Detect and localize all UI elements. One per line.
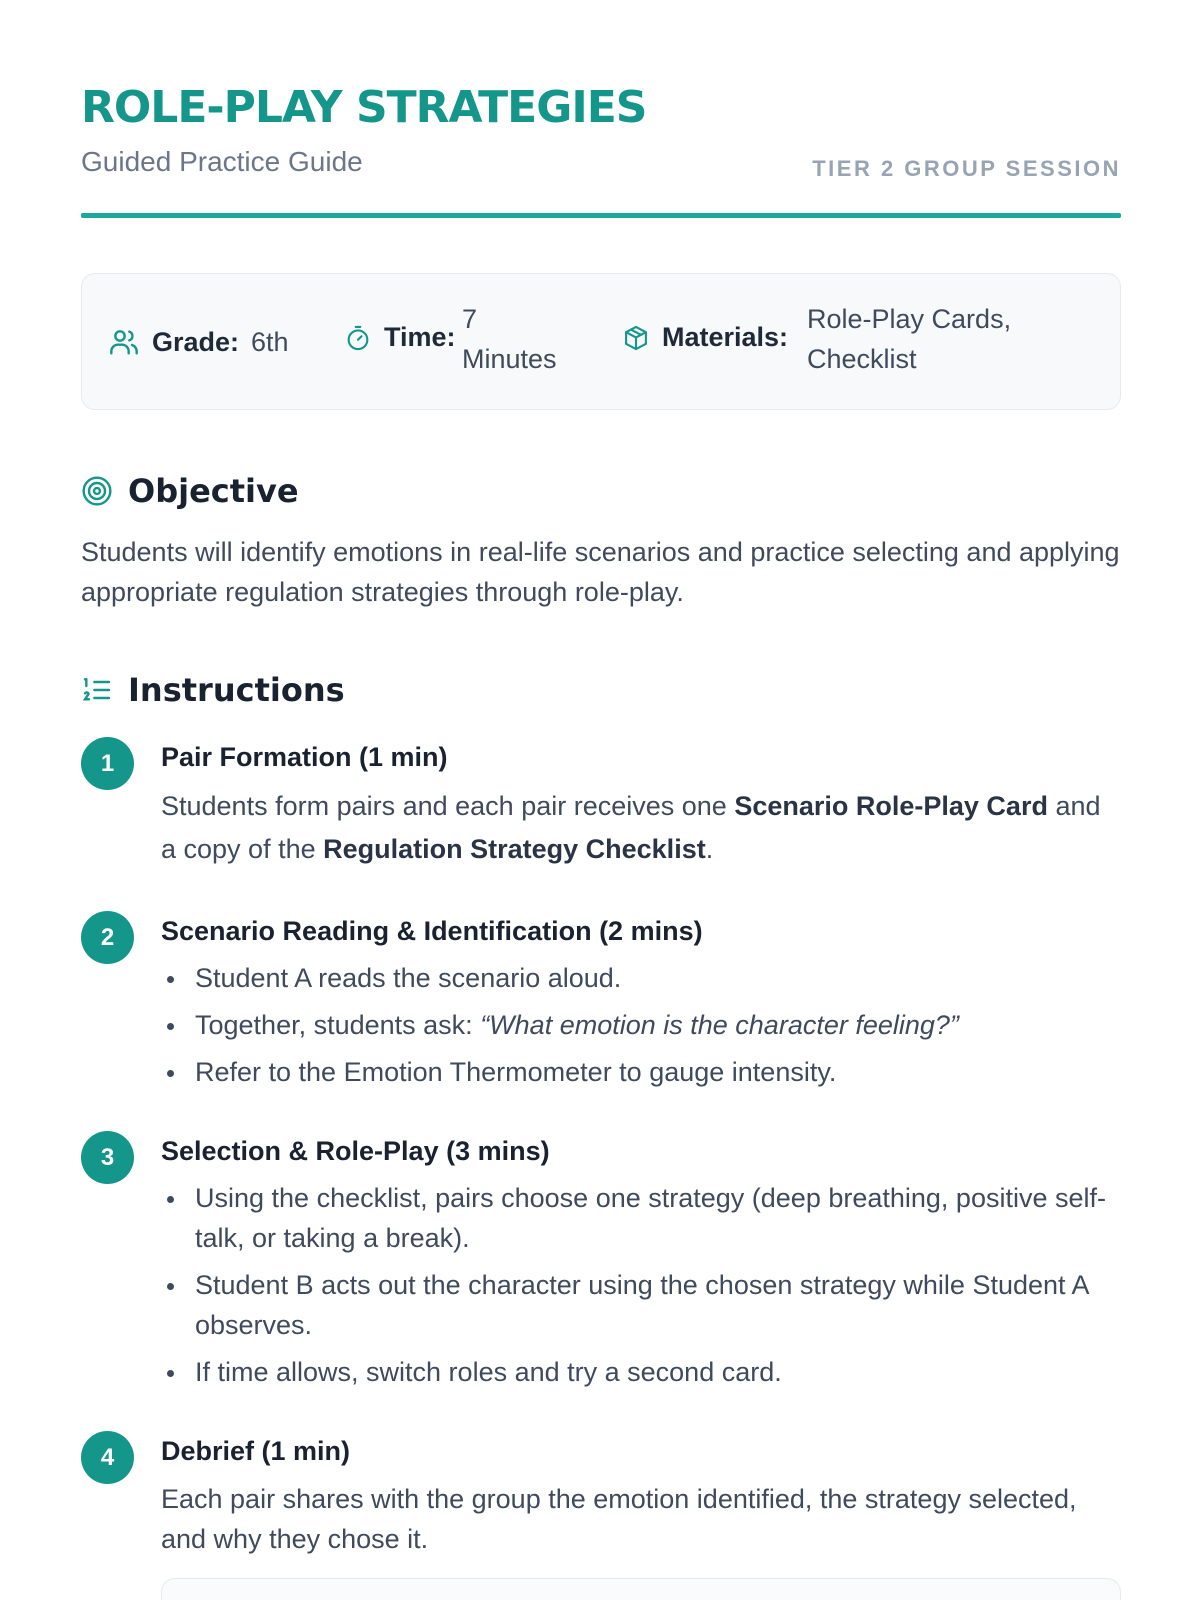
objective-title: Objective: [128, 472, 299, 510]
grade-value: 6th: [251, 327, 289, 357]
step-title: Pair Formation (1 min): [161, 742, 448, 772]
timer-icon: [344, 324, 372, 352]
list-item: Refer to the Emotion Thermometer to gauge intensity.: [161, 1052, 1121, 1092]
step-bullet-list: [161, 958, 1121, 1099]
page-title: ROLE-PLAY STRATEGIES: [81, 82, 647, 133]
grade-info: [108, 322, 289, 362]
list-item: Together, students ask: “What emotion is the character feeling?”: [161, 1005, 1121, 1045]
grade-label: Grade:: [152, 326, 240, 357]
materials-value: [807, 299, 1011, 379]
objective-heading: [81, 472, 299, 510]
package-icon: [622, 324, 650, 352]
guiding-question: “What emotion is the character feeling?”: [480, 1010, 959, 1040]
objective-text: Students will identify emotions in real-life scenarios and practice selecting and applying appropriate regulation strategies through role-play.: [81, 537, 1120, 607]
time-value-line1: 7: [462, 304, 478, 334]
list-item: If time allows, switch roles and try a second card.: [161, 1352, 1121, 1392]
step-number-badge: 3: [81, 1131, 134, 1184]
step-number-badge: 4: [81, 1431, 134, 1484]
materials-label: Materials:: [662, 322, 789, 352]
target-icon: [81, 475, 113, 507]
instructions-heading: [81, 671, 345, 709]
materials-value-line1: Role-Play Cards,: [807, 304, 1012, 334]
step-text: Each pair shares with the group the emotion identified, the strategy selected, and why they chose it.: [161, 1484, 1077, 1554]
time-label: Time:: [384, 322, 456, 352]
numbered-list-icon: [81, 674, 113, 706]
step-title: Selection & Role-Play (3 mins): [161, 1136, 550, 1166]
tier-label: TIER 2 GROUP SESSION: [812, 156, 1121, 181]
users-icon: [108, 326, 140, 358]
time-info: [344, 322, 456, 353]
session-info-card: [81, 273, 1121, 410]
list-item: Student B acts out the character using the chosen strategy while Student A observes.: [161, 1265, 1121, 1345]
page-subtitle: Guided Practice Guide: [81, 146, 363, 177]
materials-value-line2: Checklist: [807, 344, 917, 374]
step-text: Students form pairs and each pair receives one Scenario Role-Play Card and a copy of the Regulation Strategy Checklist.: [161, 791, 1101, 864]
step-title: Debrief (1 min): [161, 1436, 351, 1466]
step-title: Scenario Reading & Identification (2 mins): [161, 916, 703, 946]
step-number-badge: 1: [81, 737, 134, 790]
list-item: Student A reads the scenario aloud.: [161, 958, 1121, 998]
scenario-card-term: Scenario Role-Play Card: [734, 791, 1048, 821]
step-bullet-list: [161, 1178, 1121, 1399]
time-value: [462, 299, 557, 379]
time-value-line2: Minutes: [462, 344, 557, 374]
list-item: Using the checklist, pairs choose one strategy (deep breathing, positive self-talk, or taking a break).: [161, 1178, 1121, 1258]
checklist-term: Regulation Strategy Checklist: [323, 834, 706, 864]
note-card: [161, 1578, 1121, 1600]
materials-info: [622, 322, 788, 353]
instructions-title: Instructions: [128, 671, 345, 709]
step-number-badge: 2: [81, 911, 134, 964]
header-divider: [81, 213, 1121, 218]
